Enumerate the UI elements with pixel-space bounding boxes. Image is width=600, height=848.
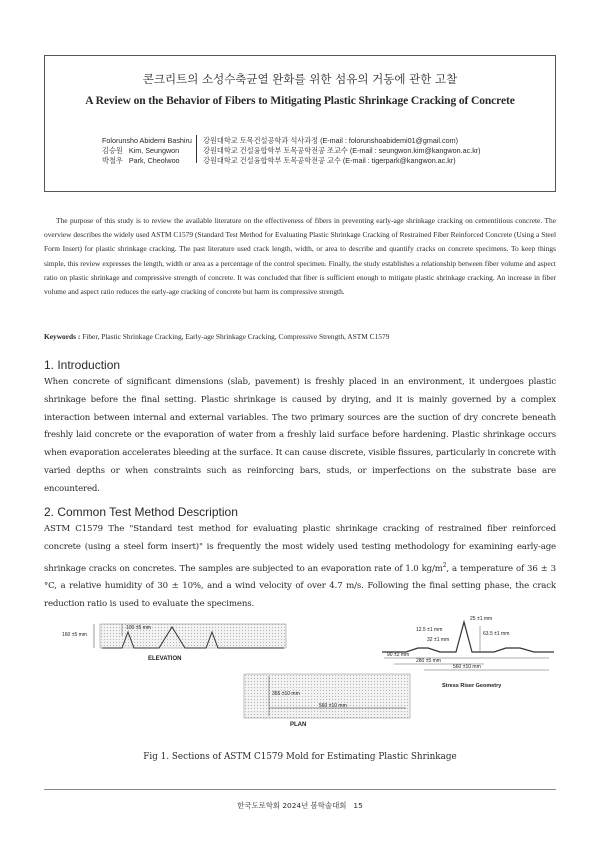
author-affiliation: 강원대학교 건설융합학부 토목공학전공 교수 (E-mail : tigerpark@kangwon.ac.kr) — [203, 156, 456, 165]
section-body: When concrete of significant dimensions (slab, pavement) is freshly placed in an environment, it undergoes plastic shrinkage before the final setting. Plastic shrinkage is caused by drying, and it is mainly governed by a complex interaction between internal and external variables. The two primary sources are the suction of dry concrete beneath freshly laid concrete or the evaporation of water from a freshly laid surface before hardening. Plastic shrinkage occurs when evaporation accelerates bleeding at the surface. It can cause discrete, visible fissures, particularly in concrete with varied depths or when constraints such as reinforcing bars, studs, or imperfections on the substrate base are encountered. — [44, 377, 556, 494]
section-body — [44, 521, 556, 614]
dim-label: 25 ±1 mm — [470, 616, 493, 622]
section-body-part: , a temperature of 36 ± 3 °C, a relative humidity of 30 ± 10%, and a wind velocity of over 4.7 m/s. Following the final setting phase, the crack reduction ratio is used to evaluate the specimens. — [44, 563, 556, 610]
footer — [0, 800, 600, 811]
dim-label: 160 ±5 mm — [62, 632, 87, 638]
dim-label: 32 ±1 mm — [427, 637, 450, 643]
author-divider — [196, 135, 197, 163]
keywords — [44, 332, 556, 341]
author-name: Folorunsho Abidemi Bashiru — [102, 136, 192, 145]
dim-label: 280 ±5 mm — [416, 658, 441, 664]
dim-label: 12.5 ±1 mm — [416, 627, 443, 633]
footer-text: 한국도로학회 2024년 봄학술대회 — [237, 801, 347, 810]
figure — [44, 612, 556, 742]
keywords-label: Keywords : — [44, 332, 81, 341]
stress-riser-profile — [382, 622, 554, 652]
dim-label: 100 ±5 mm — [126, 625, 151, 631]
author-affiliation: 강원대학교 토목건설공학과 석사과정 (E-mail : folorunshoabidemi01@gmail.com) — [203, 136, 459, 145]
title-box — [44, 55, 556, 192]
superscript: 2 — [442, 561, 447, 569]
footer-divider — [44, 789, 556, 790]
geometry-label: Stress Riser Geometry — [442, 683, 502, 689]
title-english: A Review on the Behavior of Fibers to Mitigating Plastic Shrinkage Cracking of Concrete — [85, 95, 515, 107]
section-heading: 2. Common Test Method Description — [44, 505, 238, 519]
plan-label: PLAN — [290, 722, 307, 728]
dim-label: 560 ±10 mm — [319, 703, 347, 709]
keywords-text: Fiber, Plastic Shrinkage Cracking, Early-age Shrinkage Cracking, Compressive Strength, ASTM C1579 — [82, 332, 390, 341]
elevation-label: ELEVATION — [148, 656, 182, 662]
author-name: 박철우 Park, Cheolwoo — [102, 156, 180, 165]
author-affiliation: 강원대학교 건설융합학부 토목공학전공 조교수 (E-mail : seungwon.kim@kangwon.ac.kr) — [203, 146, 481, 155]
page-number: 15 — [353, 801, 363, 810]
abstract: The purpose of this study is to review the available literature on the effectiveness of fibers in preventing early-age shrinkage cracking on cementitious concrete. The overview describes the widely used ASTM C1579 (Standard Test Method for Evaluating Plastic Shrinkage Cracking of Restrained Fiber Reinforced Concrete (Using a Steel Form Insert) for plastic shrinkage cracking. The past literature used crack length, width, or area to describe and quantify cracks on concrete specimens. To keep things simple, this review expresses the length, width or area as a percentage of the control specimen. Finally, the study establishes a relationship between fiber volume and aspect ratio on plastic shrinkage and compressive strength of concrete. It was concluded that fiber is sufficient enough to mitigate plastic shrinkage cracking. An increase in fiber volume and aspect ratio reduces the early-age cracking of concrete but harm its compressive strength. — [44, 216, 556, 297]
dim-label: 63.5 ±1 mm — [483, 631, 510, 637]
title-korean: 콘크리트의 소성수축균열 완화를 위한 섬유의 거동에 관한 고찰 — [142, 72, 458, 86]
author-name: 김승원 Kim, Seungwon — [102, 146, 180, 155]
figure-caption: Fig 1. Sections of ASTM C1579 Mold for Estimating Plastic Shrinkage — [143, 752, 457, 762]
dim-label: 355 ±10 mm — [272, 691, 300, 697]
dim-label: 90 ±2 mm — [387, 652, 410, 658]
section-heading: 1. Introduction — [44, 358, 121, 372]
dim-label: 560 ±10 mm — [453, 664, 481, 670]
section-body-part: ASTM C1579 The "Standard test method for evaluating plastic shrinkage cracking of restrained fiber reinforced concrete (using a steel form insert)" is frequently the most widely used testing methodology for examining early-age shrinkage cracks on concretes. The samples are subjected to an evaporation rate of 1.0 kg/m — [44, 524, 556, 574]
